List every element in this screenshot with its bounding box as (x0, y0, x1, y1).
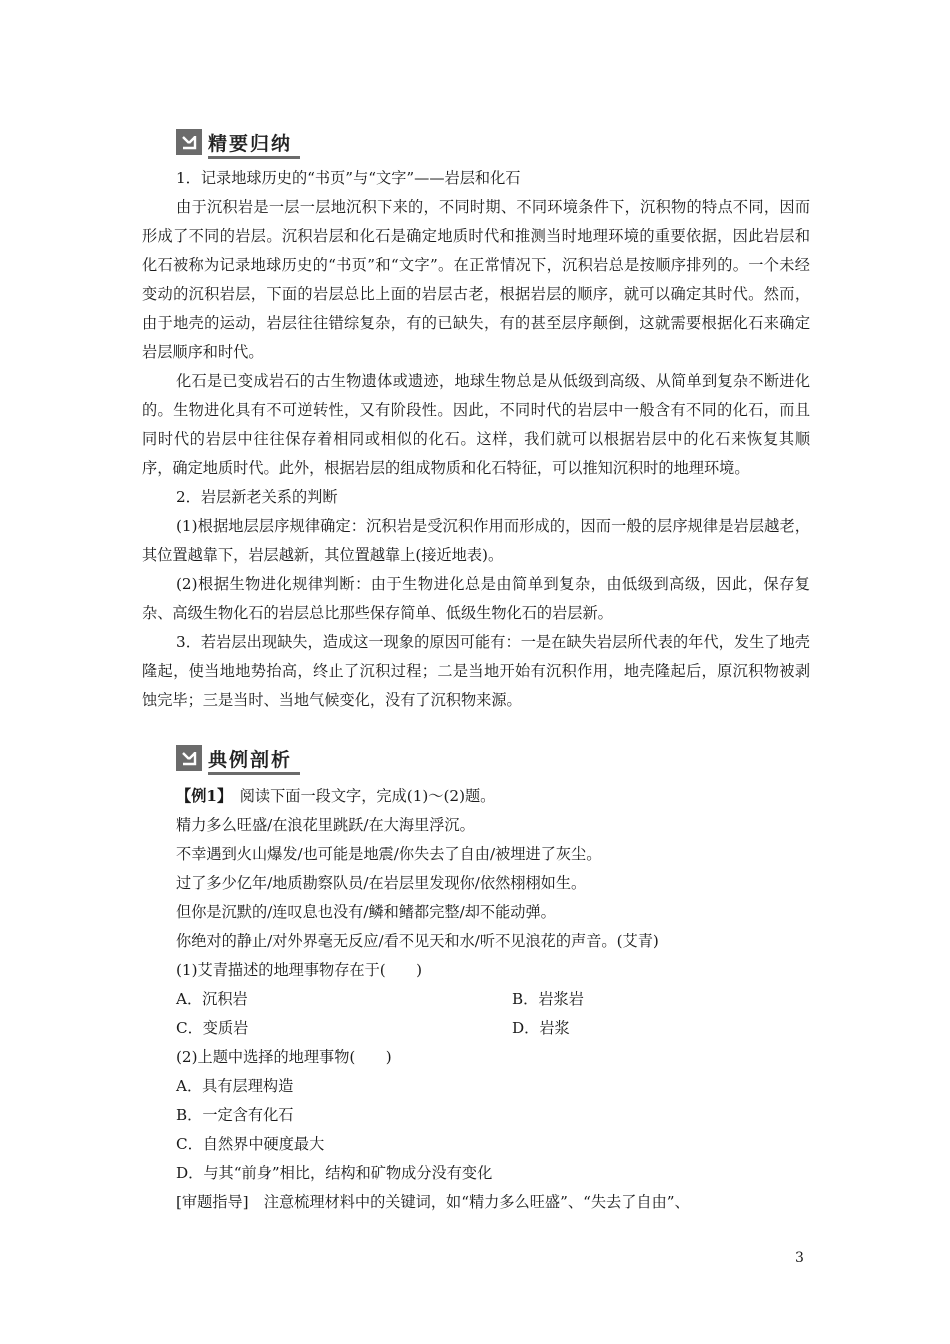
arrow-badge-icon (176, 129, 202, 155)
poem-line: 精力多么旺盛/在浪花里跳跃/在大海里浮沉。 (176, 816, 475, 834)
q1-option-c: C．变质岩 (176, 1019, 249, 1037)
summary-p1-body: 由于沉积岩是一层一层地沉积下来的，不同时期、不同环境条件下，沉积物的特点不同，因而形成了不同的岩层。沉积岩层和化石是确定地质时代和推测当时地理环境的重要依据，因此岩层和化石被称为记录地球历史的“书页”和“文字”。在正常情况下，沉积岩总是按顺序排列的。一个未经变动的沉积岩层，下面的岩层总比上面的岩层古老，根据岩层的顺序，就可以确定其时代。然而，由于地壳的运动，岩层往往错综复杂，有的已缺失，有的甚至层序颠倒，这就需要根据化石来确定岩层顺序和时代。 (142, 198, 810, 361)
summary-p4-body: 3．若岩层出现缺失，造成这一现象的原因可能有：一是在缺失岩层所代表的年代，发生了地壳隆起，使当地地势抬高，终止了沉积过程；二是当地开始有沉积作用，地壳隆起后，原沉积物被剥蚀完毕；三是当时、当地气候变化，没有了沉积物来源。 (142, 633, 810, 709)
q1-option-d: D．岩浆 (512, 1019, 570, 1037)
q2-option-c: C．自然界中硬度最大 (176, 1135, 325, 1153)
section-header-summary (176, 128, 292, 156)
q2-option-a: A．具有层理构造 (176, 1077, 294, 1095)
section-title: 典例剖析 (208, 748, 293, 771)
summary-p3-a: (1)根据地层层序规律确定：沉积岩是受沉积作用而形成的，因而一般的层序规律是岩层越老，其位置越靠下，岩层越新，其位置越靠上(接近地表)。 (142, 517, 810, 564)
q1-option-a: A．沉积岩 (176, 990, 248, 1008)
page-number: 3 (795, 1250, 804, 1266)
section-title: 精要归纳 (208, 132, 293, 155)
example-tag: 【例1】 (176, 787, 225, 805)
section-underline (208, 156, 300, 159)
poem-line: 不幸遇到火山爆发/也可能是地震/你失去了自由/被埋进了灰尘。 (176, 845, 602, 863)
poem-line: 你绝对的静止/对外界毫无反应/看不见天和水/听不见浪花的声音。(艾青) (176, 932, 659, 950)
example-intro (176, 782, 495, 811)
q2-option-d: D．与其“前身”相比，结构和矿物成分没有变化 (176, 1164, 493, 1182)
arrow-badge-icon (176, 745, 202, 771)
summary-p3-b: (2)根据生物进化规律判断：由于生物进化总是由简单到复杂，由低级到高级，因此，保存复杂、高级生物化石的岩层总比那些保存简单、低级生物化石的岩层新。 (142, 575, 810, 622)
q1-option-b: B．岩浆岩 (512, 990, 584, 1008)
summary-block (142, 164, 810, 715)
question-2: (2)上题中选择的地理事物( ) (176, 1048, 392, 1066)
poem-line: 过了多少亿年/地质勘察队员/在岩层里发现你/依然栩栩如生。 (176, 874, 587, 892)
review-guide: [审题指导] 注意梳理材料中的关键词，如“精力多么旺盛”、“失去了自由”、 (176, 1193, 690, 1211)
question-1: (1)艾青描述的地理事物存在于( ) (176, 961, 422, 979)
example-intro-text: 阅读下面一段文字，完成(1)～(2)题。 (224, 787, 496, 805)
section-underline (208, 772, 300, 775)
section-header-example (176, 744, 292, 772)
poem-line: 但你是沉默的/连叹息也没有/鳞和鳍都完整/却不能动弹。 (176, 903, 556, 921)
summary-p1-title: 1．记录地球历史的“书页”与“文字”——岩层和化石 (176, 169, 521, 187)
summary-p2-body: 化石是已变成岩石的古生物遗体或遗迹，地球生物总是从低级到高级、从简单到复杂不断进化的。生物进化具有不可逆转性，又有阶段性。因此，不同时代的岩层中一般含有不同的化石，而且同时代的岩层中往往保存着相同或相似的化石。这样，我们就可以根据岩层中的化石来恢复其顺序，确定地质时代。此外，根据岩层的组成物质和化石特征，可以推知沉积时的地理环境。 (142, 372, 810, 477)
q2-option-b: B．一定含有化石 (176, 1106, 294, 1124)
summary-p3-title: 2．岩层新老关系的判断 (176, 488, 338, 506)
